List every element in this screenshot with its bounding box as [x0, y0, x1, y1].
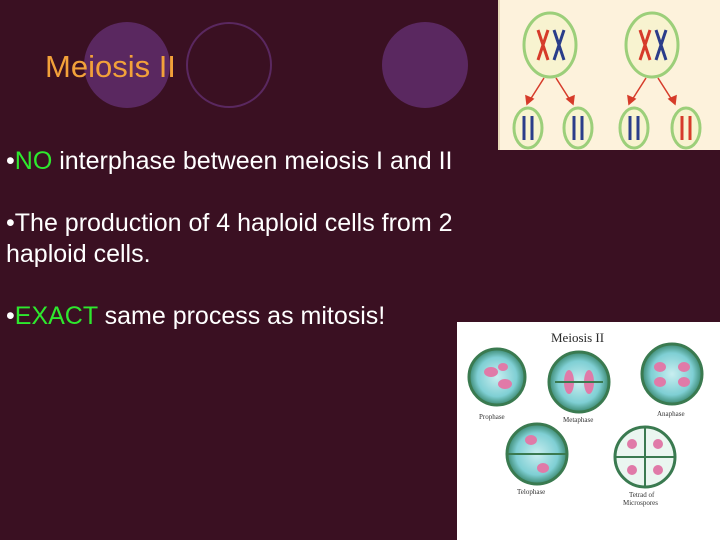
- bullet-item-exact-mitosis: [6, 301, 496, 332]
- meiosis-diagram-svg: [500, 0, 720, 150]
- cell-anaphase: [642, 344, 702, 404]
- bullet-marker: •: [6, 147, 15, 175]
- cell-metaphase: [549, 352, 609, 412]
- bullet-text: same process as mitosis!: [97, 302, 386, 330]
- label-metaphase: Metaphase: [563, 416, 594, 424]
- bullet-item-haploid-production: [6, 208, 496, 270]
- daughter-cell-1: [514, 108, 542, 148]
- figure-title: Meiosis II: [551, 330, 605, 345]
- bullet-keyword: EXACT: [14, 302, 98, 330]
- label-tetrad: Tetrad of: [629, 491, 655, 499]
- cell-tetrad: [615, 427, 675, 487]
- daughter-cell-2: [564, 108, 592, 148]
- decorative-circle-outline: [186, 22, 272, 108]
- label-anaphase: Anaphase: [657, 410, 685, 418]
- daughter-cell-4: [672, 108, 700, 148]
- bullet-marker: •: [6, 209, 15, 237]
- parent-cell-right: [626, 13, 678, 77]
- division-arrows: [526, 78, 676, 104]
- bullet-keyword: NO: [14, 147, 53, 175]
- label-microspores: Microspores: [623, 499, 658, 507]
- micrograph-cells-svg: [457, 322, 720, 540]
- label-prophase: Prophase: [479, 413, 505, 421]
- decorative-circle-filled-right: [382, 22, 468, 108]
- slide-title: Meiosis II: [45, 49, 176, 84]
- cell-telophase: [507, 424, 567, 484]
- label-telophase: Telophase: [517, 488, 546, 496]
- bullet-text: interphase between meiosis I and II: [52, 147, 453, 175]
- parent-cell-left: [524, 13, 576, 77]
- daughter-cell-3: [620, 108, 648, 148]
- cell-prophase: [469, 349, 525, 405]
- meiosis-diagram-image: [498, 0, 720, 150]
- bullet-marker: •: [6, 302, 15, 330]
- bullet-list: [6, 146, 496, 363]
- bullet-text: The production of 4 haploid cells from 2 haploid cells.: [6, 209, 453, 268]
- bullet-item-no-interphase: [6, 146, 496, 177]
- meiosis-micrograph-image: [457, 322, 720, 540]
